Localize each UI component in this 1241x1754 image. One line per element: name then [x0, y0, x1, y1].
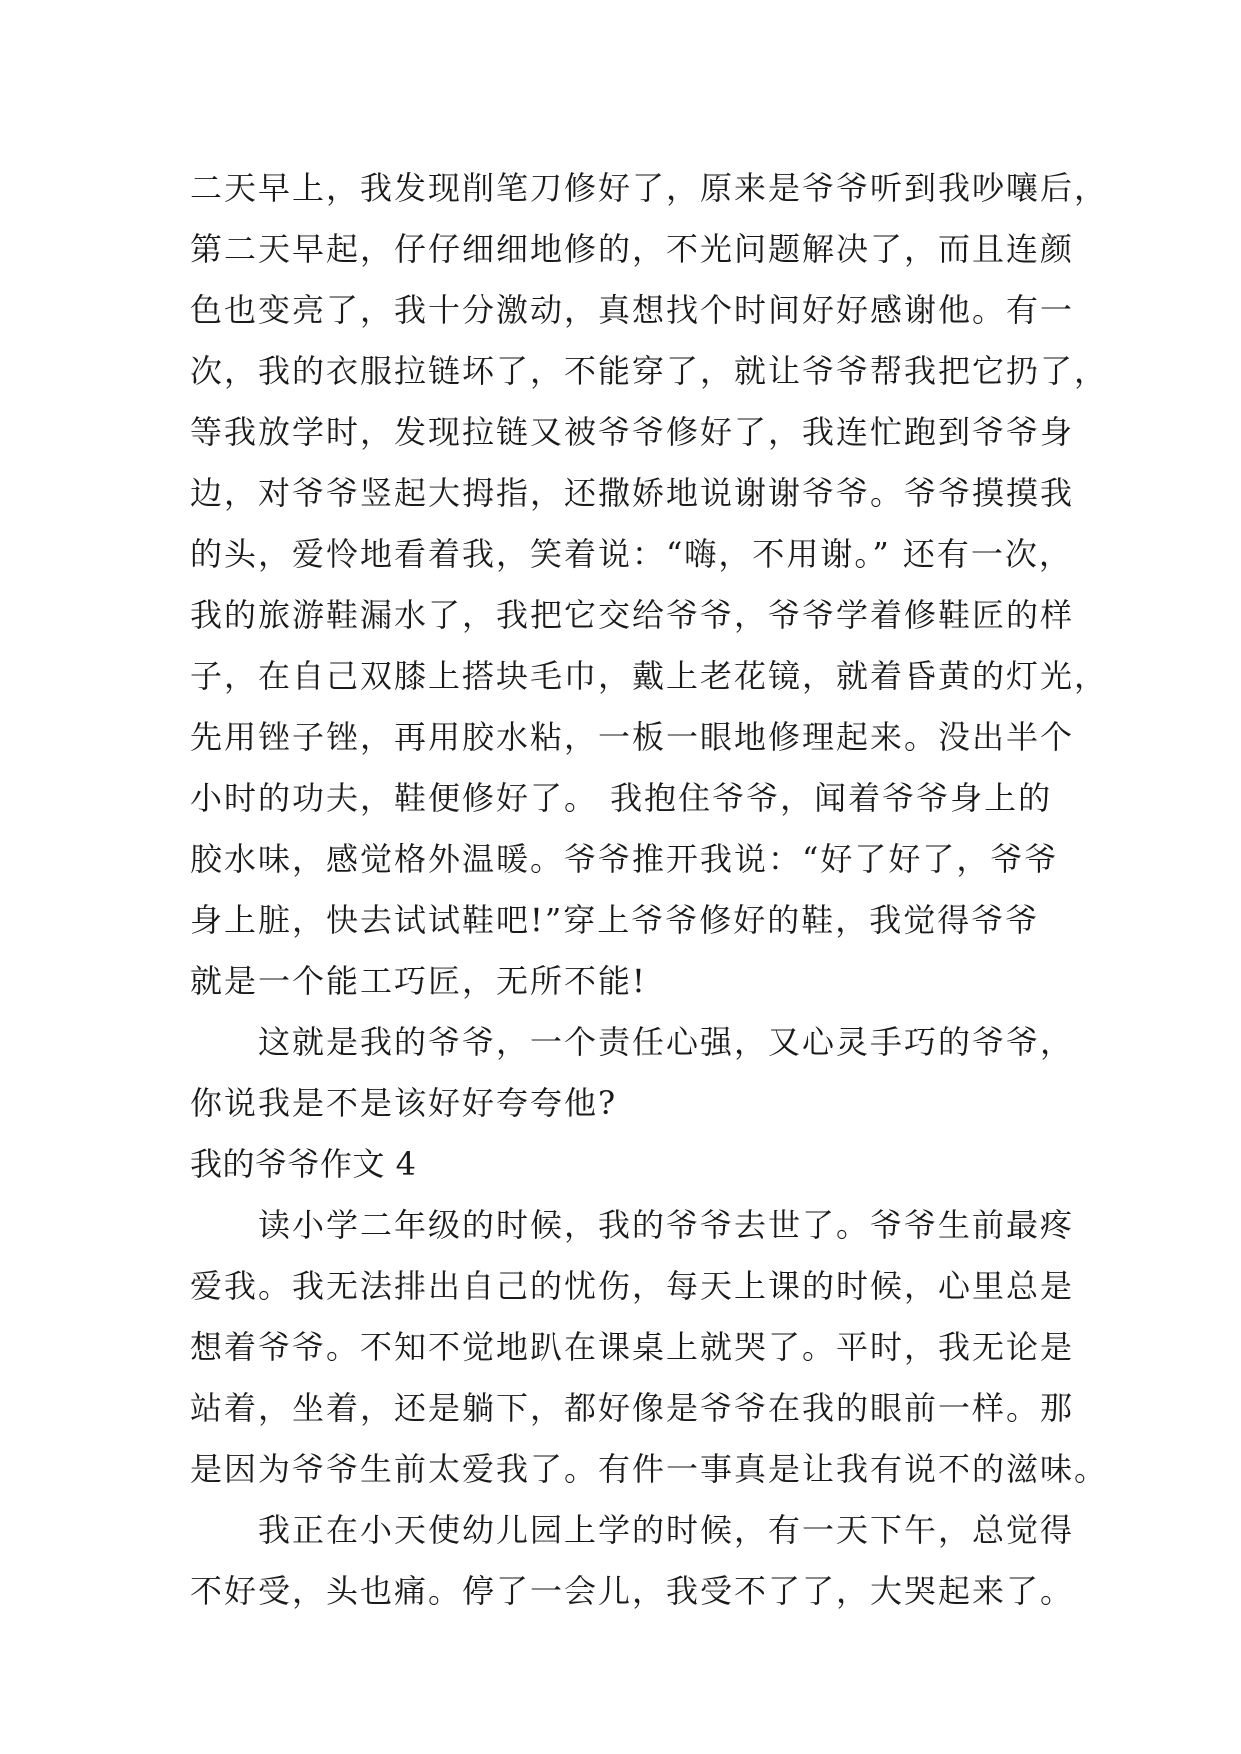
text-line: 站着，坐着，还是躺下，都好像是爷爷在我的眼前一样。那	[190, 1389, 1075, 1427]
text-line: 你说我是不是该好好夸夸他?	[190, 1084, 618, 1122]
text-line: 子，在自己双膝上搭块毛巾，戴上老花镜，就着昏黄的灯光，	[190, 657, 1109, 695]
section-heading: 我的爷爷作文 4	[190, 1145, 417, 1183]
text-line: 先用锉子锉，再用胶水粘，一板一眼地修理起来。没出半个	[190, 718, 1075, 756]
text-line: 我的旅游鞋漏水了，我把它交给爷爷，爷爷学着修鞋匠的样	[190, 596, 1075, 634]
text-line: 的头，爱怜地看着我，笑着说：“嗨，不用谢。” 还有一次，	[190, 535, 1073, 573]
text-line: 第二天早起，仔仔细细地修的，不光问题解决了，而且连颜	[190, 230, 1075, 268]
text-line: 色也变亮了，我十分激动，真想找个时间好好感谢他。有一	[190, 291, 1075, 329]
paragraph-start-line: 读小学二年级的时候，我的爷爷去世了。爷爷生前最疼	[258, 1206, 1075, 1244]
text-line: 爱我。我无法排出自己的忧伤，每天上课的时候，心里总是	[190, 1267, 1075, 1305]
text-line: 次，我的衣服拉链坏了，不能穿了，就让爷爷帮我把它扔了，	[190, 352, 1109, 390]
text-line: 身上脏，快去试试鞋吧!”穿上爷爷修好的鞋，我觉得爷爷	[190, 901, 1040, 939]
text-line: 想着爷爷。不知不觉地趴在课桌上就哭了。平时，我无论是	[190, 1328, 1075, 1366]
paragraph-start-line: 我正在小天使幼儿园上学的时候，有一天下午，总觉得	[258, 1511, 1075, 1549]
text-line: 就是一个能工巧匠，无所不能!	[190, 962, 647, 1000]
text-line: 等我放学时，发现拉链又被爷爷修好了，我连忙跑到爷爷身	[190, 413, 1075, 451]
text-line: 小时的功夫，鞋便修好了。 我抱住爷爷，闻着爷爷身上的	[190, 779, 1053, 817]
paragraph-start-line: 这就是我的爷爷，一个责任心强，又心灵手巧的爷爷，	[258, 1023, 1075, 1061]
text-line: 是因为爷爷生前太爱我了。有件一事真是让我有说不的滋味。	[190, 1450, 1109, 1488]
text-line: 边，对爷爷竖起大拇指，还撒娇地说谢谢爷爷。爷爷摸摸我	[190, 474, 1075, 512]
document-body	[190, 158, 1109, 1622]
text-line: 胶水味，感觉格外温暖。爷爷推开我说：“好了好了，爷爷	[190, 840, 1059, 878]
text-line: 不好受，头也痛。停了一会儿，我受不了了，大哭起来了。	[190, 1572, 1075, 1610]
text-line: 二天早上，我发现削笔刀修好了，原来是爷爷听到我吵嚷后，	[190, 169, 1109, 207]
